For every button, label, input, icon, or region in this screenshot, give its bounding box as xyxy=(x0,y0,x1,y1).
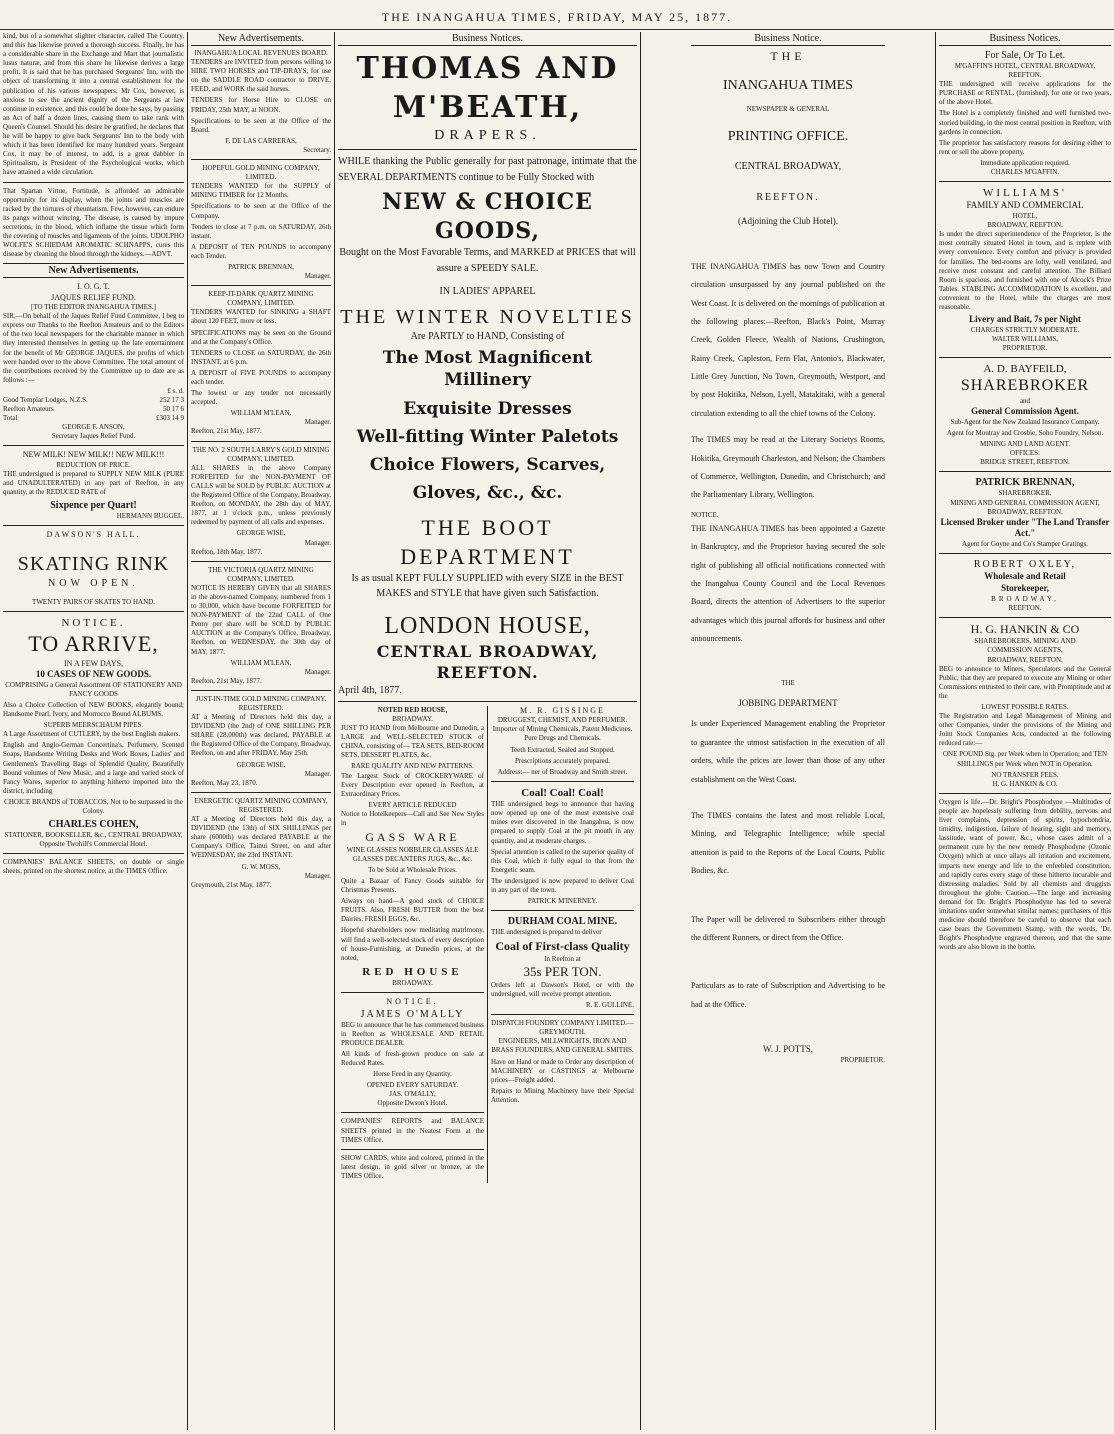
amount-label: Total xyxy=(3,414,18,423)
milk-title: NEW MILK! NEW MILK!! NEW MILK!!! xyxy=(22,450,165,460)
milk-price: Sixpence per Quart! xyxy=(50,500,137,512)
notice-text: ALL SHARES in the above Company FORFEITED for the NON-PAYMENT OF CALLS will be SOLD by PUBLIC AUCTION at the Registered Office of the Company, Broadway, Reefton, on MONDAY, the 28th day of MAY, 1877, at 1 o'clock p.m., unless previously redeemed by payment of all calls and expenses. xyxy=(191,463,331,527)
cohen-address: Opposite Twohill's Commercial Hotel. xyxy=(39,840,148,849)
date-line: Greymouth, 21st May, 1877. xyxy=(191,880,272,889)
divider xyxy=(491,910,634,911)
divider xyxy=(191,441,331,442)
signer: WILLIAM M'LEAN, xyxy=(230,658,292,667)
proprietor-role: PROPRIETOR. xyxy=(840,1055,885,1064)
milk-reduction: REDUCTION OF PRICE. xyxy=(56,460,131,469)
ladies-apparel: IN LADIES' APPAREL xyxy=(439,286,536,298)
oxley-broadway: BROADWAY, xyxy=(991,594,1059,603)
durham-heading: DURHAM COAL MINE. xyxy=(507,916,618,928)
gissinge-name: M. R. GISSINGE xyxy=(520,705,605,715)
jobbing-text: Is under Experienced Management enabling the Proprietor to guarantee the utmost satisfaction in the execution of all orders, while the prices are lower than those of any other establishment on the West Coast. xyxy=(691,719,885,784)
divider xyxy=(191,792,331,793)
in-reefton: In Reefton at xyxy=(544,954,581,963)
divider xyxy=(939,617,1111,618)
divider xyxy=(491,781,634,782)
also-text: Also a Choice Collection of NEW BOOKS, elegantly bound; Handsome Pearl, Ivory, and Morrocco Bound ALBUMS. xyxy=(3,700,184,719)
boot-department: THE BOOT DEPARTMENT xyxy=(400,514,575,569)
omally-text: BEG to announce that he has commenced business in Reefton as WHOLESALE AND RETAIL PRODUCE DEALER. xyxy=(341,1020,484,1047)
column-2 xyxy=(188,32,334,1430)
williams-role: PROPRIETOR. xyxy=(1002,344,1048,353)
omally-address: Opposite Dwson's Hotel. xyxy=(377,1099,448,1108)
hotel-label: HOTEL, xyxy=(1012,212,1038,221)
hankin-commission: COMMISSION AGENTS, xyxy=(987,646,1063,655)
brennan-address: BROADWAY, REEFTON. xyxy=(987,507,1063,516)
divider xyxy=(3,445,184,446)
jaques-heading: JAQUES RELIEF FUND. xyxy=(51,292,136,302)
family-commercial: FAMILY AND COMMERCIAL xyxy=(966,200,1084,211)
company-heading: JUST-IN-TIME GOLD MINING COMPANY, REGISTERED. xyxy=(195,694,327,712)
signer: PATRICK BRENNAN, xyxy=(228,262,294,271)
oxygen-advert: Oxygen is life.—Dr. Bright's Phosphodyne —Multitudes of people are hopelessly suffering from debility, nervous and liver complaints, depression of spirits, hypochondria, timidity, indigestion, failure of hearing, sight and memory, lassitude, want of power, &c., whose cases admit of a permanent cure by the new remedy Phosphodyne (Ozonic Oxygen) which at once allays all irritation and excitement, imparts new energy and life to the enfeebled constitution, and rapidly cures every stage of these hitherto incurable and distressing maladies. Sold by all chemists and druggists throughout the globe. Caution.—The large and increasing demand for Dr. Bright's Phosphodyne has led to several imitations under somewhat similar names; purchasers of this medicine should therefore be careful to observe that each case bears the Government Stamp, with the words, 'Dr. Bright's Phosphodyne engraved thereon, and that the same words are also blown in the bottle. xyxy=(939,797,1111,952)
printing-office: PRINTING OFFICE. xyxy=(727,128,849,144)
delivery-text: The Paper will be delivered to Subscribers either through the different Runners, or direct from the Office. xyxy=(691,914,885,942)
masthead: THE INANGAHUA TIMES, FRIDAY, MAY 25, 1877. xyxy=(0,0,1114,30)
milk-body: THE undersigned is prepared to SUPPLY NEW MILK (PURE and UNADULTERATED) in any part of Reefton, in any quantity, at the REDUCED RATE of xyxy=(3,469,184,497)
divider xyxy=(939,471,1111,472)
tender-close: TENDERS to CLOSE on SATURDAY, the 26th INSTANT, at 6 p.m. xyxy=(191,348,331,366)
sub-column-left xyxy=(338,706,488,1183)
divider xyxy=(191,285,331,286)
tender-close: TENDERS for Horse Hire to CLOSE on FRIDAY, 25th MAY, at NOON. xyxy=(191,96,331,114)
partly-text: Are PARTLY to HAND, Consisting of xyxy=(410,331,565,343)
column-1 xyxy=(0,32,187,1430)
amount-header: £ s. d. xyxy=(167,386,184,395)
signer-role: Manager. xyxy=(304,769,331,778)
show-cards-text: SHOW CARDS, white and colored, printed in the latest design, in gold silver or bronze, at the TIMES Office. xyxy=(341,1153,484,1180)
lowest-tender: The lowest or any tender not necessarily accepted. xyxy=(191,389,331,407)
crockery-text: The Largest Stock of CROCKERYWARE of Every Description ever opened in Reefton, at Extraordinary Prices. xyxy=(341,771,484,798)
hotelkeepers: Notice to Hotelkeepers—Call and See New Styles in xyxy=(341,809,484,828)
tender-text: TENDERS WANTED for the SUPPLY of MINING TIMBER for 12 Months. xyxy=(191,182,331,200)
amount-total-row xyxy=(3,414,184,423)
mgaffin-signer: CHARLES M'GAFFIN. xyxy=(990,168,1060,177)
notice-heading: NOTICE. xyxy=(61,616,126,629)
amount-row xyxy=(3,405,184,414)
deposit: A DEPOSIT of TEN POUNDS to accompany each Tender. xyxy=(191,242,331,260)
red-house: RED HOUSE xyxy=(362,965,463,978)
for-sale: For Sale, Or To Let. xyxy=(984,50,1066,61)
glass-list: WINE GLASSES NOBBLER GLASSES ALE GLASSES DECANTERS JUGS, &c., &c. xyxy=(346,845,479,863)
commission-agent: General Commission Agent. xyxy=(971,406,1079,417)
few-days: IN A FEW DAYS, xyxy=(63,658,124,668)
specifications: Specifications to be seen at the Office of the Company. xyxy=(191,202,331,220)
sub-column-right xyxy=(488,706,637,1183)
notice-text: AT a Meeting of Directors held this day, a DIVIDEND (the 2nd) of ONE SHILLING PER SHARE (28,000th) was declared, PAYABLE at the Registered Office of the Company, Broadway, Reefton, on and after FRIDAY, May 25th. xyxy=(191,713,331,758)
gissinge-role: DRUGGEST, CHEMIST, AND PERFUMER. xyxy=(497,716,628,725)
company-heading: THE VICTORIA QUARTZ MINING COMPANY, LIMITED. xyxy=(208,565,314,583)
foundry-heading: DISPATCH FOUNDRY COMPANY LIMITED.—GREYMOUTH. xyxy=(491,1019,634,1037)
hotel-text-3: The proprietor has satisfactory reasons for desiring either to rent or sell the above property. xyxy=(939,138,1111,156)
mining-land-agent: MINING AND LAND AGENT. xyxy=(979,440,1071,449)
hankin-signer: H. G. HANKIN & CO. xyxy=(992,779,1058,788)
iogt-heading: I. O. G. T. xyxy=(77,282,110,292)
advert-text: That Spartan Virtue, Fortitude, is afforded an admirable opportunity for its display, when the joints and muscles are racked by the tortures of rheumatism. Few, however, can endure its pangs without wincing. The disease, is caused by impure secretions, in the blood, which inflame the tissue which form the covering of muscles and ligaments of the joints. UDOLPHO WOLFE'S SCHIEDAM AROMATIC SCHNAPPS, cures this disease by cleaning the blood through the kidneys.—ADVT. xyxy=(3,186,184,259)
signer: WILLIAM M'LEAN, xyxy=(230,409,292,418)
engineers: ENGINEERS, MILLWRIGHTS, IRON AND BRASS FOUNDERS, AND GENERAL SMITHS. xyxy=(491,1037,634,1055)
divider xyxy=(3,611,184,612)
signer: G. W. MOSS, xyxy=(241,862,281,871)
coal-signer: PATRICK M'INERNEY. xyxy=(527,897,598,906)
every-article: EVERY ARTICLE REDUCED xyxy=(368,800,457,809)
concertinas: English and Anglo-German Concertina's, Perfumery, Scented Soaps, Handsome Writing Desks and Work Boxes, Ladies' and Gentlemen's Travelling Bags of Splendid Quality, Beautifully Bound volumes of New Music, and a large and varied stock of Fancy Wares, superior to anything hitherto imported into the district, including xyxy=(3,741,184,795)
divider xyxy=(939,357,1111,358)
lowest-rates: LOWEST POSSIBLE RATES. xyxy=(981,703,1069,712)
durham-text: THE undersigned is prepared to deliver xyxy=(491,928,602,937)
horse-feed: Horse Feed in any Quantity. xyxy=(373,1070,452,1079)
column-5 xyxy=(936,32,1114,1430)
first-class: Coal of First-class Quality xyxy=(495,939,630,954)
notice-text: NOTICE IS HEREBY GIVEN that all SHARES in the above-named Company, numbered from 1 to 30,000, which have become FORFEITED for NON-PAYMENT of the 22nd CALL of One Penny per share will be SOLD by PUBLIC AUCTION at the Company's Office, Broadway, Reefton, on WEDNESDAY, the 30th day of MAY, 1877. xyxy=(191,583,331,656)
reefton: REEFTON. xyxy=(756,192,820,204)
hotel-text: THE undersigned will receive applications for the PURCHASE or RENTAL, (furnished), for one or two years, of the above Hotel. xyxy=(939,80,1111,107)
immediate-application: Immediate application required. xyxy=(980,158,1070,167)
balance-sheets: COMPANIES' BALANCE SHEETS, on double or single sheets, printed on the shortest notice, at the TIMES Office. xyxy=(3,858,184,876)
bridge-street: BRIDGE STREET, REEFTON. xyxy=(980,458,1070,467)
milk-signer: HERMANN BUGGEL. xyxy=(116,512,184,521)
date-line: Reefton, 18th May, 1877. xyxy=(191,547,263,556)
sharebroker: SHAREBROKER xyxy=(960,377,1090,395)
signer: GEORGE WISE, xyxy=(236,529,286,538)
omally-signer: JAS. O'MALLY, xyxy=(389,1090,436,1099)
divider xyxy=(939,553,1111,554)
bayfeild-name: A. D. BAYFEILD, xyxy=(983,363,1067,376)
divider xyxy=(341,1112,484,1113)
company-heading: ENERGETIC QUARTZ MINING COMPANY, REGISTERED. xyxy=(194,796,328,814)
item-paletots: Well-fitting Winter Paletots xyxy=(356,426,619,447)
notice-text: AT a Meeting of Directors held this day, a DIVIDEND (the 13th) of SIX SHILLINGS per share (6000th) was declared PAYABLE at the Company's Office, Tainui Street, on and after WEDNESDAY, the 23rd INSTANT. xyxy=(191,815,331,860)
drapers: DRAPERS. xyxy=(434,128,541,143)
column-4 xyxy=(641,32,935,1430)
glassware: GASS WARE xyxy=(365,830,460,845)
prescriptions: Prescriptions accurately prepared. xyxy=(514,756,611,765)
section-heading: New Advertisements. xyxy=(3,263,184,278)
dawson-hall: DAWSON'S HALL. xyxy=(46,530,141,540)
signer-role: Secretary. xyxy=(303,145,331,154)
firm-name: THOMAS AND M'BEATH, xyxy=(356,51,619,125)
section-heading: Business Notices. xyxy=(338,32,637,46)
signer-role: Manager. xyxy=(304,871,331,880)
sub-columns xyxy=(338,706,637,1183)
company-heading: THE NO. 2 SOUTH LARRY'S GOLD MINING COMPANY, LIMITED. xyxy=(192,445,330,463)
meerschaum: SUPERB MEERSCHAUM PIPES. xyxy=(43,721,144,730)
proprietor-name: W. J. POTTS, xyxy=(763,1044,813,1055)
oxley-reefton: REEFTON. xyxy=(1008,603,1042,612)
specifications: SPECIFICATIONS may be seen on the Ground and at the Company's Office. xyxy=(191,328,331,346)
divider xyxy=(341,992,484,993)
divider xyxy=(338,149,637,150)
pound-text: ONE POUND Stg. per Week when in Operation; and TEN SHILLINGS per Week when NOT in Operation. xyxy=(942,750,1108,768)
hankin-address: BROADWAY, REEFTON. xyxy=(987,655,1063,664)
wholesale-prices: To be Sold at Wholesale Prices. xyxy=(368,865,457,874)
red-house-broadway: BROADWAY. xyxy=(392,715,433,723)
cohen-name: CHARLES COHEN, xyxy=(48,819,139,831)
wholesale-retail: Wholesale and Retail xyxy=(984,571,1066,582)
hankin-role: SHAREBROKERS, MINING AND xyxy=(974,637,1076,646)
per-ton: 35s PER TON. xyxy=(523,963,602,979)
coal-heading: Coal! Coal! Coal! xyxy=(521,786,604,799)
registration-text: The Registration and Legal Management of Mining and other Companies, under the provisions of the Mining and Joint Stock Companies Acts, conducted at the following reduced rate:— xyxy=(939,712,1111,748)
rare-quality: RARE QUALITY AND NEW PATTERNS. xyxy=(351,762,474,771)
deposit: A DEPOSIT of FIVE POUNDS to accompany each tender. xyxy=(191,368,331,386)
red-house-text: JUST TO HAND from Melbourne and Dunedin, a LARGE and WELL-SELECTED STOCK of CHINA, consisting of— TEA SETS, BED-ROOM SETS, DESSERT PLATES, &c. xyxy=(341,724,484,760)
item-flowers: Choice Flowers, Scarves, xyxy=(369,454,606,475)
divider xyxy=(491,1014,634,1015)
comprising: COMPRISING a General Assortment OF STATIONERY AND FANCY GOODS xyxy=(5,680,182,698)
section-heading: Business Notices. xyxy=(939,32,1111,46)
signer-role: Manager. xyxy=(304,538,331,547)
notice-label: NOTICE. xyxy=(691,510,719,519)
skating-rink: SKATING RINK xyxy=(17,552,170,575)
notice-heading: NOTICE. xyxy=(386,997,439,1007)
divider xyxy=(3,525,184,526)
divider xyxy=(3,853,184,854)
divider xyxy=(338,701,637,702)
goyne-agent: Agent for Goyne and Co's Stamper Gratings. xyxy=(962,540,1088,549)
times-title: INANGAHUA TIMES xyxy=(722,77,854,93)
column-3 xyxy=(335,32,640,1430)
amount-value: £303 14 9 xyxy=(156,414,184,423)
repairs: Repairs to Mining Machinery have their Special Attention. xyxy=(491,1086,634,1104)
signer: F. DE LAS CARRERAS, xyxy=(225,136,297,145)
tender-text: TENDERS WANTED for SINKING a SHAFT about 120 FEET, more or less. xyxy=(191,308,331,326)
divider xyxy=(939,181,1111,182)
now-open: NOW OPEN. xyxy=(48,577,139,589)
no-transfer: NO TRANSFER FEES. xyxy=(991,770,1059,779)
hankin-text: BEG to announce to Miners, Speculators and the General Public, that they are prepared to execute any Mining or other Commissions entrusted to their care, with Promptitude and at the xyxy=(939,664,1111,700)
section-heading: Business Notice. xyxy=(691,32,885,46)
amount-row xyxy=(3,396,184,405)
reports-text: COMPANIES' REPORTS and BALANCE SHEETS printed in the Neatest Form at the TIMES Office. xyxy=(341,1117,484,1144)
and-label: and xyxy=(1019,397,1031,406)
divider xyxy=(939,793,1111,794)
licensed-broker: Licensed Broker under "The Land Transfer Act." xyxy=(940,516,1110,539)
amount-value: 50 17 6 xyxy=(163,405,184,414)
storekeeper: Storekeeper, xyxy=(1001,582,1049,593)
omally-name: JAMES O'MALLY xyxy=(360,1008,465,1020)
new-goods: NEW & CHOICE GOODS, xyxy=(382,189,593,244)
broadway-reefton: BROADWAY, REEFTON. xyxy=(987,221,1063,230)
circulation-text: THE INANGAHUA TIMES has now Town and Country circulation unsurpassed by any journal published on the West Coast. It is delivered on the mornings of publication at the following places:—Reefton, Black's Point, Murray Creek, Golden Fleece, Wealth of Nations, Crushington, Rainy Creek, Capleston, Fern Flat, Antonio's, Blackwater, Little Grey Junction, No Town, Greymouth, Westport, and by post Hokitika, Nelson, Lyell, Matakitaki, with a general circulation extending to all the chief towns of the Colony. xyxy=(691,261,885,418)
section-heading: New Advertisements. xyxy=(191,32,331,46)
brennan-mining: MINING AND GENERAL COMMISSION AGENT, xyxy=(950,498,1100,507)
orders-text: Orders left at Dawson's Hotel, or with the undersigned, will receive prompt attention. xyxy=(491,980,634,998)
jobbing-the: THE xyxy=(781,678,795,687)
company-heading: KEEP-IT-DARK QUARTZ MINING COMPANY, LIMITED. xyxy=(208,290,314,308)
central-broadway: CENTRAL BROADWAY, xyxy=(734,161,842,173)
charges: CHARGES STRICTLY MODERATE. xyxy=(970,325,1080,334)
item-dresses: Exquisite Dresses xyxy=(403,398,572,419)
intro-text: WHILE thanking the Public generally for past patronage, intimate that the SEVERAL DEPARTMENTS continue to be Fully Stocked with xyxy=(338,156,637,184)
reading-rooms-text: The TIMES may be read at the Literary Societys Rooms, Hokitika, Greymouth Charleston, and Nelson; the Chambers of Commerce, Wellington, Dunedin, and Christchurch; and the Parliamentary Library, Wellington. xyxy=(691,435,885,500)
jobbing-department: JOBBING DEPARTMENT xyxy=(738,697,838,708)
date-line: Reefton, 21st May, 1877. xyxy=(191,427,262,436)
date-line: Reefton, May 23, 1870. xyxy=(191,778,258,787)
signer: GEORGE WISE, xyxy=(236,760,286,769)
williams-signer: WALTER WILLIAMS, xyxy=(991,334,1059,343)
hankin-name: H. G. HANKIN & CO xyxy=(970,621,1080,636)
offices-label: OFFICES: xyxy=(1010,449,1040,458)
cutlery: A Large Assortment of CUTLERY, by the best English makers. xyxy=(3,730,181,739)
intelligence-text: The TIMES contains the latest and most reliable Local, Mining, and Telegraphic Intelligence; while special attention is paid to the Reports of the Local Courts, Public Bodies, &c. xyxy=(691,811,885,876)
teeth: Teeth Extracted, Sealed and Stopped. xyxy=(510,745,615,754)
divider xyxy=(341,1149,484,1150)
letter-text: SIR,—On behalf of the Jaques Relief Fund Committee, I beg to express our Thanks to the Reefton Amateurs and to the Editors of the two local newspapers for the charitable manner in which they interested themselves in getting up the late entertainment for the benefit of Mr GEORGE JAQUES, the profits of which were handed over to the above Committee. The total amount of the contributions received by the Committee up to date are as follows :— xyxy=(3,312,184,384)
tobacco: CHOICE BRANDS of TOBACCOS, Not to be surpassed in the Colony. xyxy=(4,797,183,815)
brennan-name: PATRICK BRENNAN, xyxy=(975,477,1075,489)
williams-text: Is under the direct superintendence of the Proprietor, is the most centrally situated Hotel in town, and is replete with every convenience. Every comfort and privacy is provided for families. The bed-rooms are lofty, well ventilated, and receive most constant and careful attention. The Billiard Room is spacious, and furnished with one of Alcock's Prize Tables. STABLING ACCOMMODATION Is excellent, and convenient to the Hotel, while the charges are most reasonable. xyxy=(939,230,1111,312)
shareholders: Hopeful shareholders now meditating matrimony, will find a well-selected stock of every description of house-Furnishing, at Dunedin prices, at the noted, xyxy=(341,926,484,962)
gulline-signer: R. E. GULLINE. xyxy=(585,1001,634,1010)
coal-text: THE undersigned begs to announce that having now opened up one of the most extensive coal mines ever discovered in the Inangahua, is now prepared to supply Coal at the pit mouth in any quantity, and at moderate charges. xyxy=(491,800,634,845)
signer-role: Manager. xyxy=(304,272,331,281)
signer-role: Manager. xyxy=(304,667,331,676)
skates-notice: TWENTY PAIRS OF SKATES TO HAND. xyxy=(32,597,155,606)
signer: GEORGE F. ANSON, xyxy=(62,423,125,432)
divider xyxy=(191,561,331,562)
bazaar: Quite a Bazaar of Fancy Goods suitable for Christmas Presents. xyxy=(341,877,484,895)
item-gloves: Gloves, &c., &c. xyxy=(412,482,563,503)
tender-text: TENDERS are INVITED from persons willing to HIRE TWO HORSES and TIP-DRAYS, for use on the SADDLE ROAD contractor to DRIVE, FEED, and WORK the said horses. xyxy=(191,58,331,94)
central-broadway: CENTRAL BROADWAY, REEFTON. xyxy=(376,642,599,683)
amount-label: Reefton Amateurs xyxy=(3,405,54,414)
williams-name: WILLIAMS' xyxy=(983,187,1067,200)
to-arrive: TO ARRIVE, xyxy=(28,631,159,657)
to-editor: [TO THE EDITOR INANGAHUA TIMES.] xyxy=(31,303,156,312)
winter-novelties: THE WINTER NOVELTIES xyxy=(340,306,635,329)
date-line: Reefton, 21st May, 1877. xyxy=(191,676,262,685)
cohen-role: STATIONER, BOOKSELLER, &c., CENTRAL BROADWAY, xyxy=(4,831,183,840)
article-text: kind, but of a somewhat slighter character, called The Country, and this has likewise proved a thorough success. Finally, he has a considerable share in the Exchange and Mart that journalistic lusus naturæ, and from this share he likewise derives a large profit. It is said that he has purchased Sergeants' Inn, with the object of transforming it into a central establishment for the publication of his various newspapers. Mr Cox, however, is anxious to see the ancient dignity of the Sergeants at law continue in existence, and this could be done he says, by passing an Act of half a dozen lines, causing them to take rank with Queen's Counsel. Should his desire be gratified, he declares that he will be happy to give back Sergeants' Inn to the body with which it has been identified for many hundred years. Sergeant Cox, it may be of interest, to add, is a great dabbler in Spiritualism, is President of the Psychological works, which have attained a wide circulation. xyxy=(3,32,184,177)
board-heading: INANGAHUA LOCAL REVENUES BOARD. xyxy=(194,49,328,57)
hotel-heading: M'GAFFIN'S HOTEL, CENTRAL BROADWAY, REEFTON. xyxy=(954,62,1096,80)
coal-attention: Special attention is called to the superior quality of this Coal, which it fully equal to that from the Energetic seam. xyxy=(491,847,634,874)
company-heading: HOPEFUL GOLD MINING COMPANY, LIMITED. xyxy=(202,164,320,182)
importer: Importer of Mining Chemicals, Patent Medicines, Pure Drugs and Chemicals. xyxy=(492,725,633,743)
divider xyxy=(3,182,184,183)
london-house: LONDON HOUSE, xyxy=(384,613,591,640)
adjoining: (Adjoining the Club Hotel). xyxy=(738,216,838,227)
divider xyxy=(191,690,331,691)
item-millinery: The Most Magnificent Millinery xyxy=(382,348,593,391)
amount-value: 252 17 3 xyxy=(159,395,184,404)
tender-close: Tenders to close at 7 p.m. on SATURDAY, 26th instant. xyxy=(191,222,331,240)
date-line: April 4th, 1877. xyxy=(338,684,402,696)
boot-text: Is as usual KEPT FULLY SUPPLIED with every SIZE in the BEST MAKES and STYLE that have given such Satisfaction. xyxy=(351,573,624,600)
signer-role: Secretary Jaques Relief Fund. xyxy=(51,432,136,441)
opened-saturday: OPENED EVERY SATURDAY. xyxy=(366,1081,459,1090)
cases: 10 CASES OF NEW GOODS. xyxy=(35,669,152,680)
coal-deliver: The undersigned is now prepared to deliver Coal in any part of the town. xyxy=(491,876,634,894)
red-house-heading: NOTED RED HOUSE, xyxy=(377,705,448,714)
sub-agent: Sub-Agent for the New Zealand Insurance Company. xyxy=(950,417,1100,426)
agent-foundry: Agent for Moutray and Crosbie, Soho Foundry, Nelson. xyxy=(946,429,1104,438)
amount-label: Good Templar Lodges, N.Z.S. xyxy=(3,395,88,404)
produce-text: All kinds of fresh-grown produce on sale at Reduced Rates. xyxy=(341,1049,484,1067)
brennan-role: SHAREBROKER, xyxy=(998,489,1052,498)
the-label: THE xyxy=(770,49,806,63)
address: Address:— ner of Broadway and Smith street. xyxy=(497,767,628,776)
gazette-text: THE INANGAHUA TIMES has been appointed a Gazette in Bankruptcy, and the Proprietor having secured the sole right of publishing all official notifications connected with the Inangahua County Council and the Local Revenues Board, directs the attention of Advertisers to the superior advantages which this journal affords for business and other announcements. xyxy=(691,523,885,644)
specifications: Specifications to be seen at the Office of the Board. xyxy=(191,116,331,134)
signer-role: Manager. xyxy=(304,418,331,427)
subscription-text: Particulars as to rate of Subscription and Advertising to be had at the Office. xyxy=(691,981,885,1009)
always-on-hand: Always on hand—A good stock of CHOICE FRUITS. Also, FRESH BUTTER from the best Dairies, FRESH EGGS, &c. xyxy=(341,897,484,924)
hotel-text-2: The Hotel is a completely finished and well furnished two-storied building, in the most central position in Reefton, with gardens in connection. xyxy=(939,109,1111,136)
red-house-broadway: BROADWAY. xyxy=(392,979,433,988)
livery: Livery and Bait, 7s per Night xyxy=(969,314,1081,325)
newspaper-general: NEWSPAPER & GENERAL xyxy=(746,104,830,113)
have-on-hand: Have on Hand or made to Order any description of MACHINERY or CASTINGS at Melbourne prices—Freight added. xyxy=(491,1057,634,1084)
bought-text: Bought on the Most Favorable Terms, and MARKED at PRICES that will assure a SPEEDY SALE. xyxy=(339,247,636,275)
oxley-name: ROBERT OXLEY, xyxy=(973,559,1077,571)
divider xyxy=(191,159,331,160)
